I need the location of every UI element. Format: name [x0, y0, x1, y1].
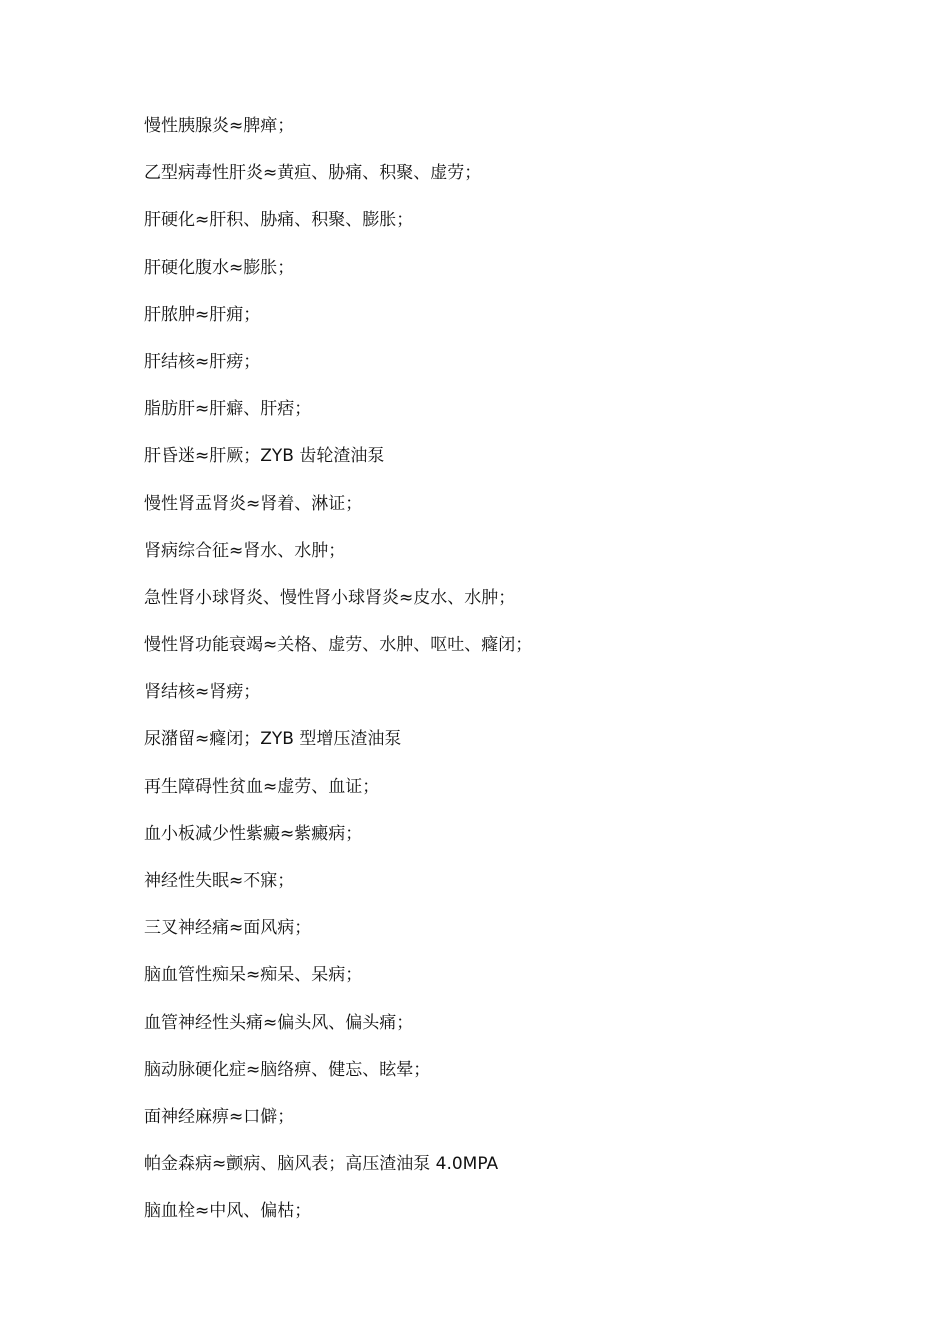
text-line: 肾病综合征≈肾水、水肿； — [144, 540, 346, 561]
text-line: 脑血管性痴呆≈痴呆、呆病； — [144, 965, 363, 986]
text-line: 脑动脉硬化症≈脑络痹、健忘、眩晕； — [144, 1059, 431, 1080]
text-lines — [144, 112, 904, 1245]
text-line: 肝昏迷≈肝厥；ZYB 齿轮渣油泵 — [144, 446, 385, 467]
text-line: 肝硬化腹水≈膨胀； — [144, 257, 295, 278]
text-line: 急性肾小球肾炎、慢性肾小球肾炎≈皮水、水肿； — [144, 587, 516, 608]
text-line: 再生障碍性贫血≈虚劳、血证； — [144, 776, 380, 797]
text-line: 乙型病毒性肝炎≈黄疸、胁痛、积聚、虚劳； — [144, 163, 482, 184]
text-line: 肝脓肿≈肝痈； — [144, 304, 261, 325]
text-line: 脑血栓≈中风、偏枯； — [144, 1201, 312, 1222]
text-line: 血小板减少性紫癜≈紫癜病； — [144, 823, 363, 844]
text-line: 面神经麻痹≈口僻； — [144, 1106, 295, 1127]
text-line: 肝硬化≈肝积、胁痛、积聚、膨胀； — [144, 210, 414, 231]
text-line: 三叉神经痛≈面风病； — [144, 918, 312, 939]
text-line: 慢性肾盂肾炎≈肾着、淋证； — [144, 493, 363, 514]
text-line: 尿潴留≈癃闭；ZYB 型增压渣油泵 — [144, 729, 402, 750]
text-line: 血管神经性头痛≈偏头风、偏头痛； — [144, 1012, 414, 1033]
text-line: 肝结核≈肝痨； — [144, 351, 261, 372]
text-line: 帕金森病≈颤病、脑风表；高压渣油泵 4.0MPA — [144, 1154, 499, 1175]
text-line: 慢性肾功能衰竭≈关格、虚劳、水肿、呕吐、癃闭； — [144, 635, 533, 656]
text-line: 慢性胰腺炎≈脾瘅； — [144, 116, 295, 136]
text-line: 脂肪肝≈肝癖、肝痞； — [144, 399, 312, 420]
text-line: 神经性失眠≈不寐； — [144, 871, 295, 891]
text-line: 肾结核≈肾痨； — [144, 682, 261, 703]
